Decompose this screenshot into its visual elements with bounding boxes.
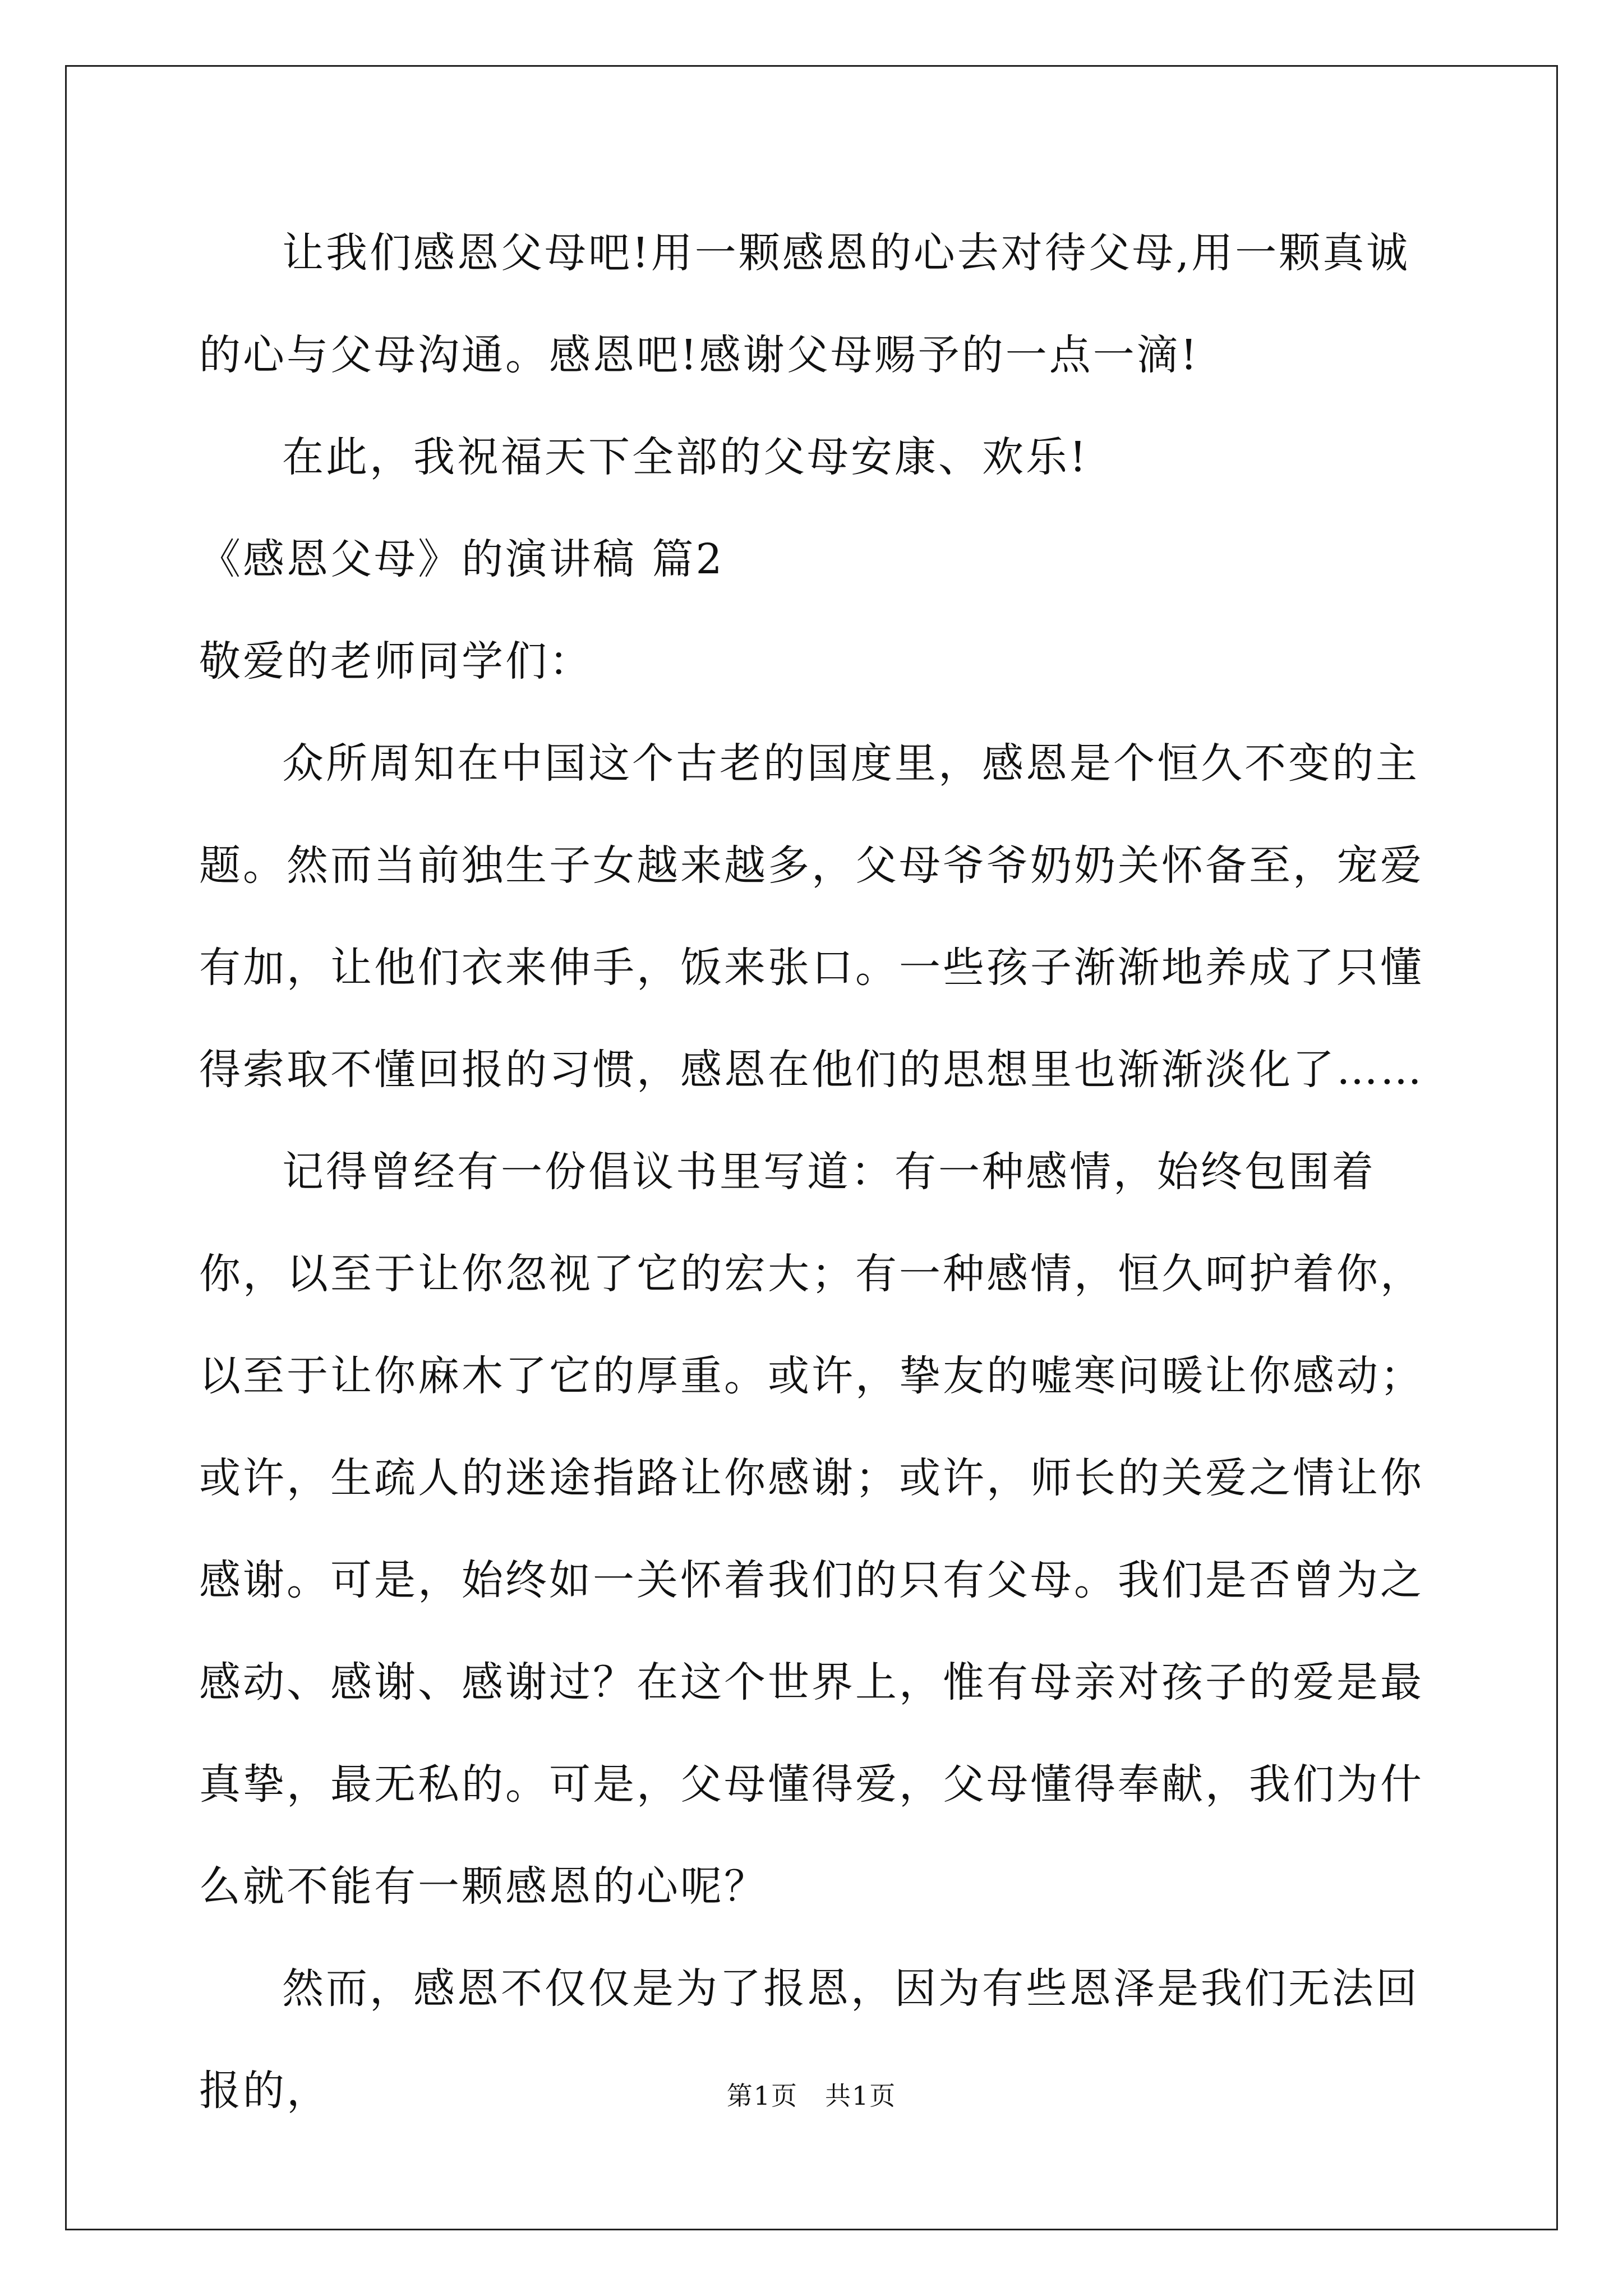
page-footer: 第1页 共1页 [726, 2081, 897, 2111]
salutation: 敬爱的老师同学们： [199, 637, 593, 685]
paragraph-5: 然而，感恩不仅仅是为了报恩，因为有些恩泽是我们无法回报的， [199, 1964, 1419, 2115]
paragraph-3: 众所周知在中国这个古老的国度里，感恩是个恒久不变的主题。然而当前独生子女越来越多，父母爷爷奶奶关怀备至，宠爱有加，让他们衣来伸手，饭来张口。一些孩子渐渐地养成了只懂得索取不懂回报的习惯，感恩在他们的思想里也渐渐淡化了…… [199, 739, 1424, 1094]
section-title: 《感恩父母》的演讲稿 篇2 [199, 535, 725, 583]
paragraph-1: 让我们感恩父母吧!用一颗感恩的心去对待父母,用一颗真诚的心与父母沟通。感恩吧!感谢父母赐予的一点一滴! [199, 229, 1410, 379]
paragraph-4: 记得曾经有一份倡议书里写道：有一种感情，始终包围着你，以至于让你忽视了它的宏大；有一种感情，恒久呵护着你，以至于让你麻木了它的厚重。或许，挚友的嘘寒问暖让你感动；或许，生疏人的迷途指路让你感谢；或许，师长的关爱之情让你感谢。可是，始终如一关怀着我们的只有父母。我们是否曾为之感动、感谢、感谢过？在这个世界上，惟有母亲对孩子的爱是最真挚，最无私的。可是，父母懂得爱，父母懂得奉献，我们为什么就不能有一颗感恩的心呢？ [199, 1148, 1424, 1911]
paragraph-2: 在此，我祝福天下全部的父母安康、欢乐! [282, 433, 1089, 481]
document-body [199, 202, 1433, 2142]
